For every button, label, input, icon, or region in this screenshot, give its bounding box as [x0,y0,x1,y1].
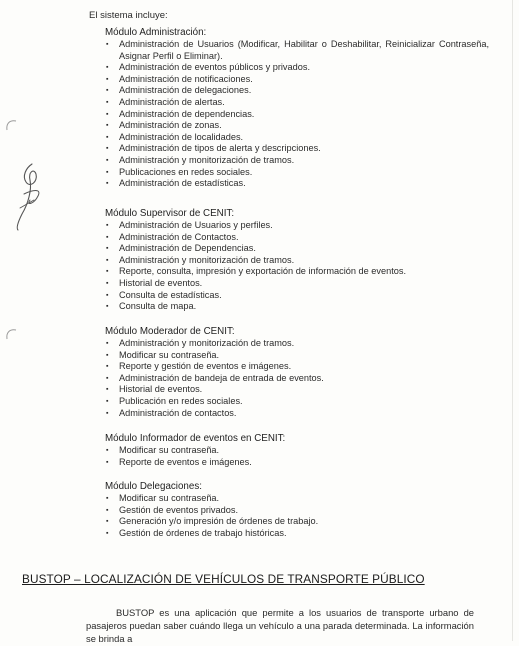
list-item [105,97,489,109]
list-item [105,266,406,278]
list-item [105,143,489,155]
list-item [105,109,489,121]
list-item-text: Gestión de órdenes de trabajo históricas. [119,527,287,538]
list-item [105,74,489,86]
page-edge-shadow [512,0,513,641]
bullet-icon: ▪ [106,222,109,229]
bullet-icon: ▪ [106,458,109,466]
list-item-text: Administración y monitorización de tramos. [119,154,295,165]
list-item-text: Gestión de eventos privados. [119,504,238,515]
list-item [105,505,318,517]
module-title: Módulo Delegaciones: [105,481,202,492]
bullet-icon: ▪ [106,409,109,417]
module-item-list [105,220,406,313]
list-item-text: Publicación en redes sociales. [119,395,243,406]
bullet-icon: ▪ [106,156,109,164]
list-item [105,290,406,302]
module-item-list [105,493,318,539]
list-item-text: Administración de localidades. [119,131,244,142]
list-item-text: Administración y monitorización de tramos. [119,254,295,265]
hole-punch-mark-icon [2,327,20,343]
list-item [105,243,406,255]
list-item-text: Historial de eventos. [119,277,203,288]
bullet-icon: ▪ [106,64,109,72]
bullet-icon: ▪ [106,110,109,118]
bullet-icon: ▪ [106,363,109,371]
bullet-icon: ▪ [106,397,109,405]
paragraph-text: BUSTOP es una aplicación que permite a los usuarios de transporte urbano de pasajeros puedan saber cuándo llega un vehículo a una parada determinada. La información se brinda a [86,607,474,644]
list-item-text: Historial de eventos. [119,384,203,395]
module-administracion [105,27,489,190]
bullet-icon: ▪ [106,98,109,106]
list-item [105,396,324,408]
list-item-text: Administración de contactos. [119,407,237,418]
list-item [105,493,318,505]
list-item-text: Reporte y gestión de eventos e imágenes. [119,361,292,372]
list-item-text: Administración y monitorización de tramos. [119,338,295,348]
module-title: Módulo Moderador de CENIT: [105,326,235,337]
list-item [105,408,324,420]
module-delegaciones [105,481,318,539]
list-item-text: Reporte de eventos e imágenes. [119,456,252,467]
list-item [105,278,406,290]
list-item-text: Administración de dependencias. [119,108,255,119]
list-item [105,384,324,396]
list-item-text: Administración de eventos públicos y privados. [119,62,310,73]
bullet-icon: ▪ [106,374,109,382]
module-title: Módulo Informador de eventos en CENIT: [105,433,286,444]
list-item-text: Modificar su contraseña. [119,349,220,360]
bullet-icon: ▪ [106,303,109,311]
list-item-text: Modificar su contraseña. [119,493,220,503]
list-item [105,445,285,457]
list-item-text: Administración de bandeja de entrada de eventos. [119,372,324,383]
list-item-text: Generación y/o impresión de órdenes de trabajo. [119,516,319,527]
bullet-icon: ▪ [106,386,109,394]
list-item-text: Administración de tipos de alerta y descripciones. [119,143,321,154]
module-item-list [105,338,324,419]
list-item [105,132,489,144]
list-item [105,361,324,373]
list-item-text: Publicaciones en redes sociales. [119,166,253,177]
module-item-list [105,39,489,190]
handwritten-signature-icon [8,160,50,234]
bullet-icon: ▪ [106,340,109,347]
list-item-text: Consulta de estadísticas. [119,289,222,300]
list-item [105,457,285,469]
bullet-icon: ▪ [106,133,109,141]
bullet-icon: ▪ [106,75,109,83]
list-item [105,167,489,179]
bullet-icon: ▪ [106,122,109,130]
module-moderador-cenit [105,326,324,419]
list-item-text: Reporte, consulta, impresión y exportación de información de eventos. [119,266,407,277]
list-item [105,350,324,362]
bullet-icon: ▪ [106,268,109,276]
bullet-icon: ▪ [106,351,109,359]
body-paragraph [86,607,474,645]
list-item [105,373,324,385]
list-item [105,178,489,190]
module-title: Módulo Administración: [105,27,207,38]
section-heading: BUSTOP – LOCALIZACIÓN DE VEHÍCULOS DE TRANSPORTE PÚBLICO [22,572,425,586]
bullet-icon: ▪ [106,256,109,264]
list-item-text: Administración de notificaciones. [119,73,253,84]
bullet-icon: ▪ [106,529,109,537]
hole-punch-mark-icon [2,118,20,134]
bullet-icon: ▪ [106,506,109,514]
list-item [105,528,318,540]
list-item-text: Modificar su contraseña. [119,445,220,455]
bullet-icon: ▪ [106,41,109,48]
list-item-text: Administración de estadísticas. [119,178,246,189]
bullet-icon: ▪ [106,87,109,95]
list-item [105,155,489,167]
list-item [105,516,318,528]
bullet-icon: ▪ [106,180,109,188]
bullet-icon: ▪ [106,518,109,526]
bullet-icon: ▪ [106,495,109,502]
list-item-text: Consulta de mapa. [119,301,197,312]
bullet-icon: ▪ [106,291,109,299]
bullet-icon: ▪ [106,168,109,176]
list-item-text: Administración de Dependencias. [119,243,256,254]
intro-text: El sistema incluye: [89,10,168,21]
list-item-text: Administración de delegaciones. [119,85,252,96]
bullet-icon: ▪ [106,145,109,153]
list-item [105,85,489,97]
bullet-icon: ▪ [106,447,109,454]
list-item [105,232,406,244]
module-informador-eventos [105,433,285,468]
module-title: Módulo Supervisor de CENIT: [105,208,235,219]
list-item-text: Administración de Contactos. [119,231,239,242]
list-item [105,39,489,62]
list-item [105,62,489,74]
bullet-icon: ▪ [106,245,109,253]
module-item-list [105,445,285,468]
list-item [105,301,406,313]
module-supervisor-cenit [105,208,406,313]
list-item-text: Administración de Usuarios y perfiles. [119,220,273,230]
list-item-text: Administración de alertas. [119,96,225,107]
list-item-text: Administración de Usuarios (Modificar, Habilitar o Deshabilitar, Reinicializar Contraseña, Asignar Perfil o Eliminar). [119,39,489,61]
bullet-icon: ▪ [106,233,109,241]
list-item [105,338,324,350]
list-item [105,255,406,267]
list-item [105,120,489,132]
list-item-text: Administración de zonas. [119,120,222,131]
bullet-icon: ▪ [106,279,109,287]
list-item [105,220,406,232]
